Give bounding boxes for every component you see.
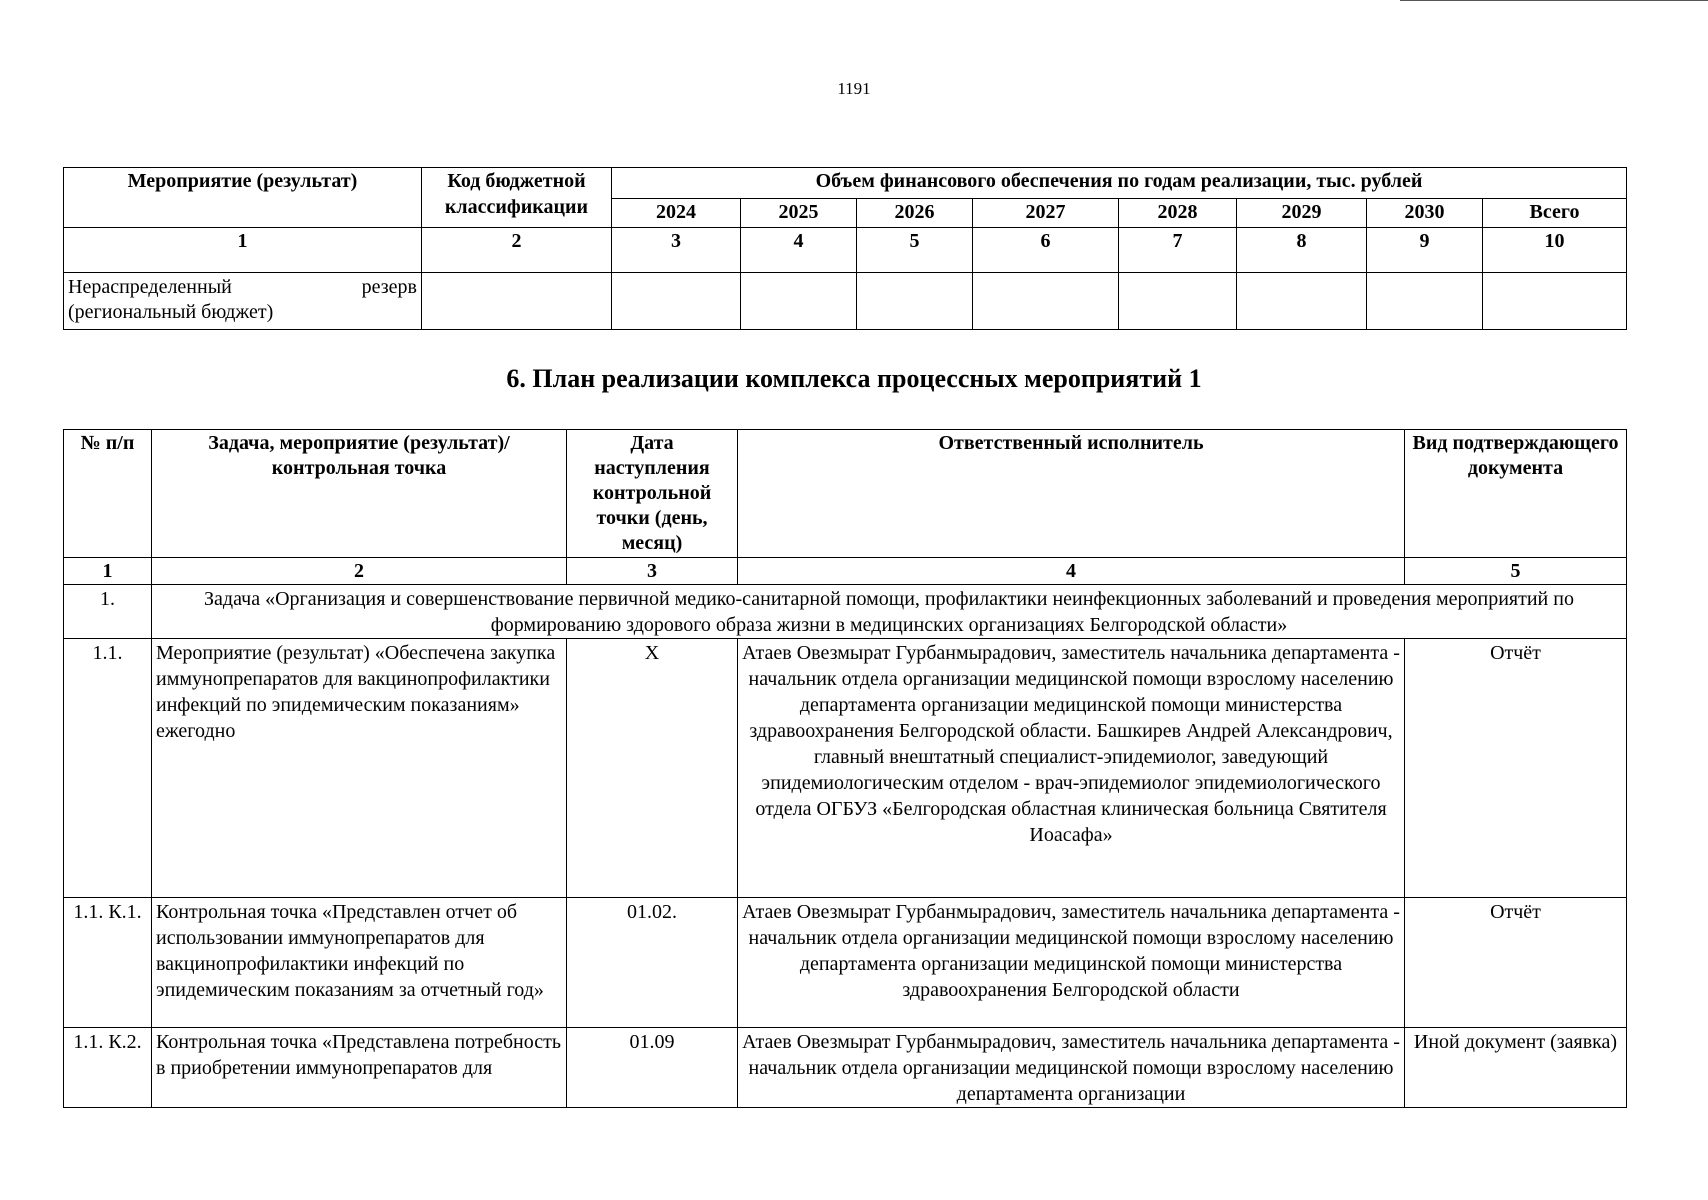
section-title: 6. План реализации комплекса процессных мероприятий 1 [506,364,1202,393]
document-cell: Отчёт [1405,639,1627,898]
row-number: 1.1. К.2. [64,1028,152,1108]
column-number: 6 [973,228,1119,273]
row-number: 1.1. К.1. [64,898,152,1028]
column-number: 4 [738,558,1405,585]
scan-top-border [1400,0,1708,1]
reserve-label-cell [64,273,422,330]
column-number: 8 [1237,228,1367,273]
column-number: 5 [857,228,973,273]
task-cell: Мероприятие (результат) «Обеспечена закупка иммунопрепаратов для вакцинопрофилактики инфекций по эпидемическим показаниям» ежегодно [152,639,567,898]
plan-table [63,429,1627,1108]
task-cell: Контрольная точка «Представлен отчет об использовании иммунопрепаратов для вакцинопрофилактики инфекций по эпидемическим показаниям за отчетный год» [152,898,567,1028]
column-number: 10 [1483,228,1627,273]
responsible-cell: Атаев Овезмырат Гурбанмырадович, заместитель начальника департамента - начальник отдела организации медицинской помощи взрослому населению департамента организации [738,1028,1405,1108]
value-cell [1483,273,1627,330]
table-row [64,1028,1627,1108]
financing-table [63,167,1627,330]
reserve-label-word: резерв [361,276,417,298]
page-number: 1191 [837,79,871,98]
column-number: 7 [1119,228,1237,273]
header-budget-code: Код бюджетной классификации [422,168,612,228]
reserve-label-word: Нераспределенный [68,276,232,298]
row-number: 1. [64,585,152,639]
value-cell [741,273,857,330]
document-cell: Иной документ (заявка) [1405,1028,1627,1108]
value-cell [1119,273,1237,330]
header-year: 2026 [857,199,973,228]
reserve-label-line: (региональный бюджет) [68,301,274,323]
header-total: Всего [1483,199,1627,228]
column-number: 1 [64,558,152,585]
value-cell [1237,273,1367,330]
column-number: 9 [1367,228,1483,273]
row-number: 1.1. [64,639,152,898]
header-financing: Объем финансового обеспечения по годам реализации, тыс. рублей [612,168,1627,199]
header-date: Дата наступления контрольной точки (день, месяц) [567,430,738,558]
task-text: Задача «Организация и совершенствование первичной медико-санитарной помощи, профилактики неинфекционных заболеваний и проведения мероприятий по формированию здорового образа жизни в медицинских организациях Белгородской области» [152,585,1627,639]
column-number: 1 [64,228,422,273]
date-cell: X [567,639,738,898]
table-row [64,898,1627,1028]
column-number: 5 [1405,558,1627,585]
value-cell [612,273,741,330]
header-year: 2029 [1237,199,1367,228]
table-row [64,273,1627,330]
document-cell: Отчёт [1405,898,1627,1028]
header-year: 2028 [1119,199,1237,228]
budget-code-cell [422,273,612,330]
value-cell [857,273,973,330]
table-row [64,585,1627,639]
column-number: 2 [422,228,612,273]
header-year: 2027 [973,199,1119,228]
responsible-cell: Атаев Овезмырат Гурбанмырадович, заместитель начальника департамента - начальник отдела организации медицинской помощи взрослому населению департамента организации медицинской помощи министерства здравоохранения Белгородской области. Башкирев Андрей Александрович, главный внештатный специалист-эпидемиолог, заведующий эпидемиологическим отделом - врач-эпидемиолог эпидемиологического отдела ОГБУЗ «Белгородская областная клиническая больница Святителя Иоасафа» [738,639,1405,898]
header-year: 2025 [741,199,857,228]
value-cell [973,273,1119,330]
column-number: 4 [741,228,857,273]
table-row [64,639,1627,898]
column-number: 2 [152,558,567,585]
date-cell: 01.09 [567,1028,738,1108]
header-num: № п/п [64,430,152,558]
task-cell: Контрольная точка «Представлена потребность в приобретении иммунопрепаратов для [152,1028,567,1108]
date-cell: 01.02. [567,898,738,1028]
header-year: 2024 [612,199,741,228]
column-number: 3 [612,228,741,273]
header-year: 2030 [1367,199,1483,228]
value-cell [1367,273,1483,330]
header-task: Задача, мероприятие (результат)/ контрольная точка [152,430,567,558]
header-responsible: Ответственный исполнитель [738,430,1405,558]
header-document: Вид подтверждающего документа [1405,430,1627,558]
column-number: 3 [567,558,738,585]
responsible-cell: Атаев Овезмырат Гурбанмырадович, заместитель начальника департамента - начальник отдела организации медицинской помощи взрослому населению департамента организации медицинской помощи министерства здравоохранения Белгородской области [738,898,1405,1028]
header-event: Мероприятие (результат) [64,168,422,228]
